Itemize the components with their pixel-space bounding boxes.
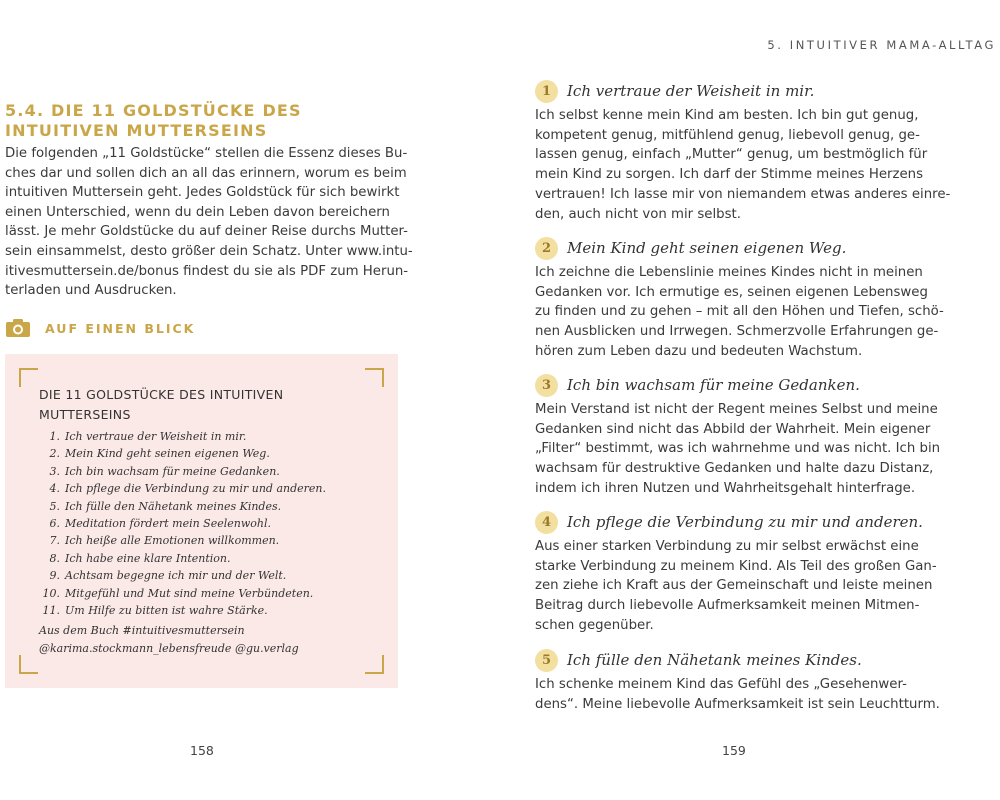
summary-list-item xyxy=(39,463,326,480)
goldstueck-heading xyxy=(535,235,929,261)
goldstueck-body-line: Gedanken vor. Ich ermutige es, seinen eigenen Lebensweg xyxy=(535,284,928,300)
right-page xyxy=(500,0,1000,800)
goldstueck-body-line: wachsam für destruktive Gedanken und halte dazu Distanz, xyxy=(535,461,934,477)
goldstueck-body-line: starke Verbindung zu meinem Kind. Als Teil des großen Gan- xyxy=(535,558,937,574)
summary-box-title-line: MUTTERSEINS xyxy=(39,407,131,422)
number-badge: 4 xyxy=(535,511,558,534)
corner-mark-top-left xyxy=(19,368,38,387)
section-title: 5.4. DIE 11 GOLDSTÜCKE DES INTUITIVEN MUTTERSEINS xyxy=(5,101,302,140)
summary-list-text: Achtsam begegne ich mir und der Welt. xyxy=(65,569,287,583)
summary-list-text: Mein Kind geht seinen eigenen Weg. xyxy=(65,447,270,461)
goldstueck-body xyxy=(535,675,940,714)
goldstueck-title: Ich bin wachsam für meine Gedanken. xyxy=(567,376,860,394)
summary-list-number: 4. xyxy=(49,482,60,496)
corner-mark-bottom-left xyxy=(19,655,38,674)
intro-line: lässt. Je mehr Goldstücke du auf deiner Reise durchs Mutter- xyxy=(5,224,408,240)
goldstueck-title: Ich vertraue der Weisheit in mir. xyxy=(567,82,815,100)
goldstueck-heading xyxy=(535,647,929,673)
goldstueck-item xyxy=(535,647,940,714)
goldstueck-body xyxy=(535,106,951,224)
summary-list-text: Ich bin wachsam für meine Gedanken. xyxy=(65,464,280,478)
summary-box xyxy=(5,354,398,688)
summary-list-number: 6. xyxy=(49,517,60,531)
goldstueck-body-line: den, auch nicht von mir selbst. xyxy=(535,206,741,222)
summary-box-title xyxy=(39,385,339,425)
summary-list-text: Ich fülle den Nähetank meines Kindes. xyxy=(65,499,282,513)
goldstueck-heading xyxy=(535,78,929,104)
summary-list-text: Ich heiße alle Emotionen willkommen. xyxy=(65,534,280,548)
goldstueck-body-line: Mein Verstand ist nicht der Regent meines Selbst und meine xyxy=(535,402,938,417)
goldstueck-body-line: mein Kind zu sorgen. Ich darf der Stimme meines Herzens xyxy=(535,167,923,183)
intro-line: terladen und Ausdrucken. xyxy=(5,283,177,299)
goldstueck-body-line: zu finden und zu gehen – mit all den Höhen und Tiefen, schö- xyxy=(535,304,944,320)
summary-list-item xyxy=(39,567,326,584)
at-a-glance-heading xyxy=(5,315,195,341)
intro-line: Die folgenden „11 Goldstücke“ stellen die Essenz dieses Bu- xyxy=(5,146,408,161)
goldstueck-body-line: Ich zeichne die Lebenslinie meines Kindes nicht in meinen xyxy=(535,265,923,280)
goldstueck-body xyxy=(535,400,941,499)
summary-list-item xyxy=(39,498,326,515)
goldstueck-title: Ich fülle den Nähetank meines Kindes. xyxy=(567,651,862,669)
summary-list xyxy=(39,428,326,619)
summary-list-number: 5. xyxy=(49,499,60,513)
goldstueck-body-line: lassen genug, einfach „Mutter“ genug, um bestmöglich für xyxy=(535,147,928,163)
intro-line: ches dar und sollen dich an all das erinnern, worum es beim xyxy=(5,165,407,181)
goldstueck-body-line: Beitrag durch liebevolle Aufmerksamkeit meinen Mitmen- xyxy=(535,598,920,614)
goldstueck-body-line: schen gegenüber. xyxy=(535,617,654,633)
number-badge: 5 xyxy=(535,649,558,672)
goldstueck-body xyxy=(535,537,937,636)
summary-list-item xyxy=(39,550,326,567)
summary-list-item xyxy=(39,480,326,497)
summary-list-number: 3. xyxy=(49,464,60,478)
social-handles: @karima.stockmann_lebensfreude @gu.verlag xyxy=(39,642,299,655)
camera-icon xyxy=(5,318,31,338)
summary-list-item xyxy=(39,428,326,445)
intro-line: intuitiven Muttersein geht. Jedes Goldstück für sich bewirkt xyxy=(5,185,400,201)
goldstueck-item xyxy=(535,78,951,224)
goldstueck-body-line: Gedanken sind nicht das Abbild der Wahrheit. Mein eigener xyxy=(535,421,931,437)
goldstueck-heading xyxy=(535,509,929,535)
goldstueck-body-line: Aus einer starken Verbindung zu mir selbst erwächst eine xyxy=(535,539,919,554)
intro-paragraph xyxy=(5,144,413,301)
goldstueck-body-line: nen Ausblicken und Irrwegen. Schmerzvolle Erfahrungen ge- xyxy=(535,324,939,340)
summary-box-title-line: DIE 11 GOLDSTÜCKE DES INTUITIVEN xyxy=(39,387,284,402)
summary-list-number: 8. xyxy=(49,551,60,565)
goldstueck-title: Ich pflege die Verbindung zu mir und anderen. xyxy=(567,513,923,531)
intro-line: itivesmuttersein.de/bonus findest du sie als PDF zum Herun- xyxy=(5,263,409,279)
goldstueck-body-line: hören zum Leben dazu und bedeuten Wachstum. xyxy=(535,343,863,359)
goldstueck-body-line: „Filter“ bestimmt, was ich wahrnehme und was nicht. Ich bin xyxy=(535,441,941,457)
intro-line: sein einsammelst, desto größer dein Schatz. Unter www.intu- xyxy=(5,243,413,259)
summary-list-item xyxy=(39,602,326,619)
summary-list-number: 11. xyxy=(42,604,60,618)
corner-mark-top-right xyxy=(365,368,384,387)
goldstueck-body-line: zen ziehe ich Kraft aus der Gemeinschaft und leiste meinen xyxy=(535,578,933,594)
summary-list-number: 9. xyxy=(49,569,60,583)
summary-list-text: Um Hilfe zu bitten ist wahre Stärke. xyxy=(65,604,268,618)
goldstueck-body-line: indem ich ihren Nutzen und Wahrheitsgehalt hinterfrage. xyxy=(535,480,916,496)
summary-list-number: 10. xyxy=(42,586,60,600)
page-number-right: 159 xyxy=(722,743,746,758)
number-badge: 2 xyxy=(535,237,558,260)
summary-list-text: Meditation fördert mein Seelenwohl. xyxy=(65,517,271,531)
goldstueck-item xyxy=(535,509,937,636)
summary-list-number: 7. xyxy=(49,534,60,548)
summary-list-text: Ich pflege die Verbindung zu mir und anderen. xyxy=(65,482,327,496)
summary-list-item xyxy=(39,532,326,549)
summary-list-item xyxy=(39,445,326,462)
summary-list-item xyxy=(39,515,326,532)
goldstueck-body-line: vertrauen! Ich lasse mir von niemandem etwas anderes einre- xyxy=(535,186,951,202)
summary-list-number: 2. xyxy=(49,447,60,461)
goldstueck-body-line: Ich schenke meinem Kind das Gefühl des „Gesehenwer- xyxy=(535,677,907,692)
intro-line: einen Unterschied, wenn du dein Leben davon bereichern xyxy=(5,204,390,220)
corner-mark-bottom-right xyxy=(365,655,384,674)
at-a-glance-label: AUF EINEN BLICK xyxy=(45,320,196,336)
page-number-left: 158 xyxy=(190,743,214,758)
goldstueck-item xyxy=(535,235,944,362)
book-credit: Aus dem Buch #intuitivesmuttersein xyxy=(39,624,245,637)
goldstueck-item xyxy=(535,372,941,499)
summary-box-footer xyxy=(39,622,299,658)
summary-list-number: 1. xyxy=(49,430,60,443)
running-head: 5. INTUITIVER MAMA-ALLTAG xyxy=(767,38,996,52)
summary-list-text: Ich habe eine klare Intention. xyxy=(65,551,231,565)
goldstueck-heading xyxy=(535,372,929,398)
goldstueck-body-line: dens“. Meine liebevolle Aufmerksamkeit ist sein Leuchtturm. xyxy=(535,696,940,712)
goldstueck-body-line: kompetent genug, mitfühlend genug, liebevoll genug, ge- xyxy=(535,127,920,143)
number-badge: 1 xyxy=(535,80,558,103)
goldstueck-body xyxy=(535,263,944,362)
summary-list-text: Ich vertraue der Weisheit in mir. xyxy=(65,430,247,443)
goldstueck-title: Mein Kind geht seinen eigenen Weg. xyxy=(567,239,847,257)
summary-list-item xyxy=(39,585,326,602)
number-badge: 3 xyxy=(535,374,558,397)
summary-list-text: Mitgefühl und Mut sind meine Verbündeten. xyxy=(65,586,314,600)
goldstueck-body-line: Ich selbst kenne mein Kind am besten. Ich bin gut genug, xyxy=(535,108,919,123)
